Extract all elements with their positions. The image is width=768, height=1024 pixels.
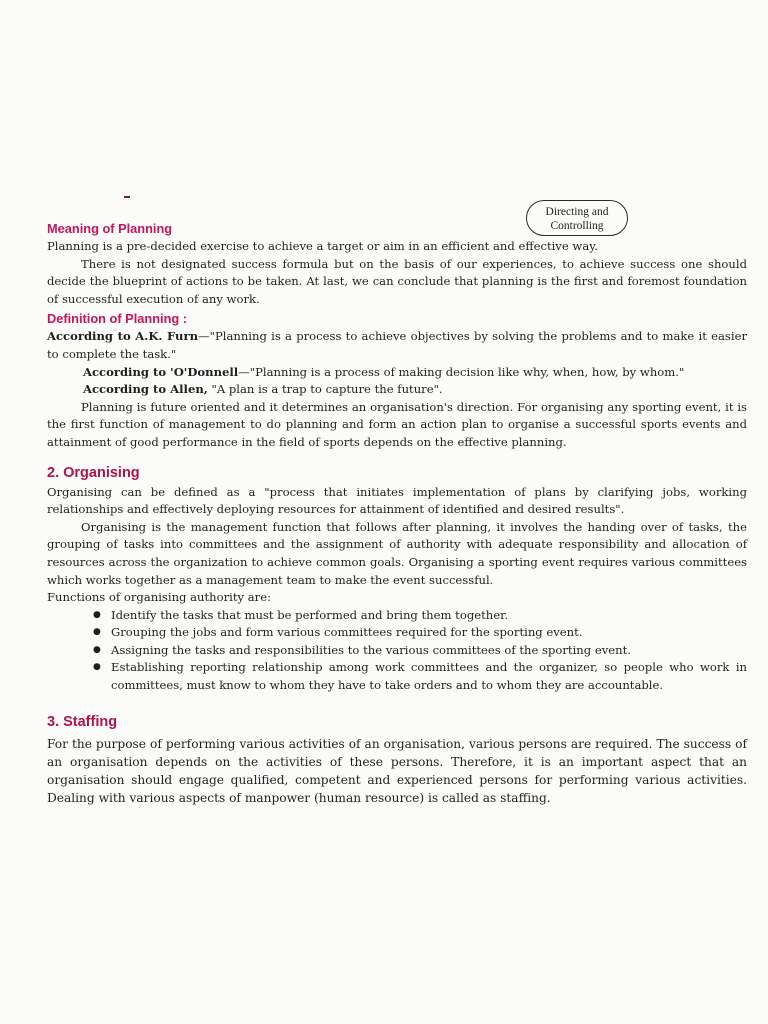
staffing-section [47,711,747,808]
badge-line-1: Directing and [545,206,609,218]
list-item: ● Grouping the jobs and form various committees required for the sporting event. [111,624,747,642]
definition-3-text: "A plan is a trap to capture the future". [207,382,443,397]
definition-2-text: —"Planning is a process of making decision like why, when, how, by whom." [238,364,685,379]
definition-2-author: According to 'O'Donnell [83,364,239,379]
organising-heading: 2. Organising [47,464,140,481]
meaning-paragraph-1: Planning is a pre-decided exercise to achieve a target or aim in an efficient and effective way. [47,239,598,253]
decorative-dash [124,196,130,198]
definition-1-text: —"Planning is a process to achieve objectives by solving the problems and to make it easier to complete the task." [47,329,747,361]
meaning-of-planning-heading: Meaning of Planning [47,221,173,236]
list-item: ● Identify the tasks that must be performed and bring them together. [111,607,747,625]
staffing-paragraph: For the purpose of performing various activities of an organisation, various persons are required. The success of an organisation depends on the activities of these persons. Therefore, it is an important aspect that an organisation should engage qualified, competent and experienced persons for performing various activities. Dealing with various aspects of manpower (human resource) is called as staffing. [47,736,747,806]
organising-paragraph-1: Organising can be defined as a "process that initiates implementation of plans by clarifying jobs, working relationships and effectively deploying resources for attainment of identified and desired results". [47,484,747,517]
meaning-paragraph-2: There is not designated success formula but on the basis of our experiences, to achieve success one should decide the blueprint of actions to be taken. At last, we can conclude that planning is the first and foremost foundation of successful execution of any work. [47,256,747,306]
planning-closing-paragraph: Planning is future oriented and it determines an organisation's direction. For organising any sporting event, it is the first function of management to do planning and form an action plan to organise a successful sports events and attainment of good performance in the field of sports depends on the effective planning. [47,399,747,449]
staffing-heading: 3. Staffing [47,713,118,730]
definition-1 [47,328,747,363]
definition-2 [47,364,747,382]
list-item: ● Establishing reporting relationship among work committees and the organizer, so people who work in committees, must know to whom they have to take orders and to whom they are accountable. [111,659,747,694]
list-item: ● Assigning the tasks and responsibilities to the various committees of the sporting event. [111,642,747,660]
definition-1-author: According to A.K. Furn [47,329,199,344]
definition-3 [47,381,747,399]
badge-line-2: Controlling [550,220,604,232]
organising-functions-label: Functions of organising authority are: [47,590,271,605]
organising-functions-list [47,607,747,695]
definition-3-author: According to Allen, [83,382,208,397]
organising-paragraph-2: Organising is the management function that follows after planning, it involves the handing over of tasks, the grouping of tasks into committees and the assignment of authority with adequate responsibility and allocation of resources across the organization to achieve common goals. Organising a sporting event requires various committees which works together as a management team to make the event successful. [47,519,747,587]
definition-of-planning-heading: Definition of Planning : [47,311,188,327]
page-content [47,220,747,807]
